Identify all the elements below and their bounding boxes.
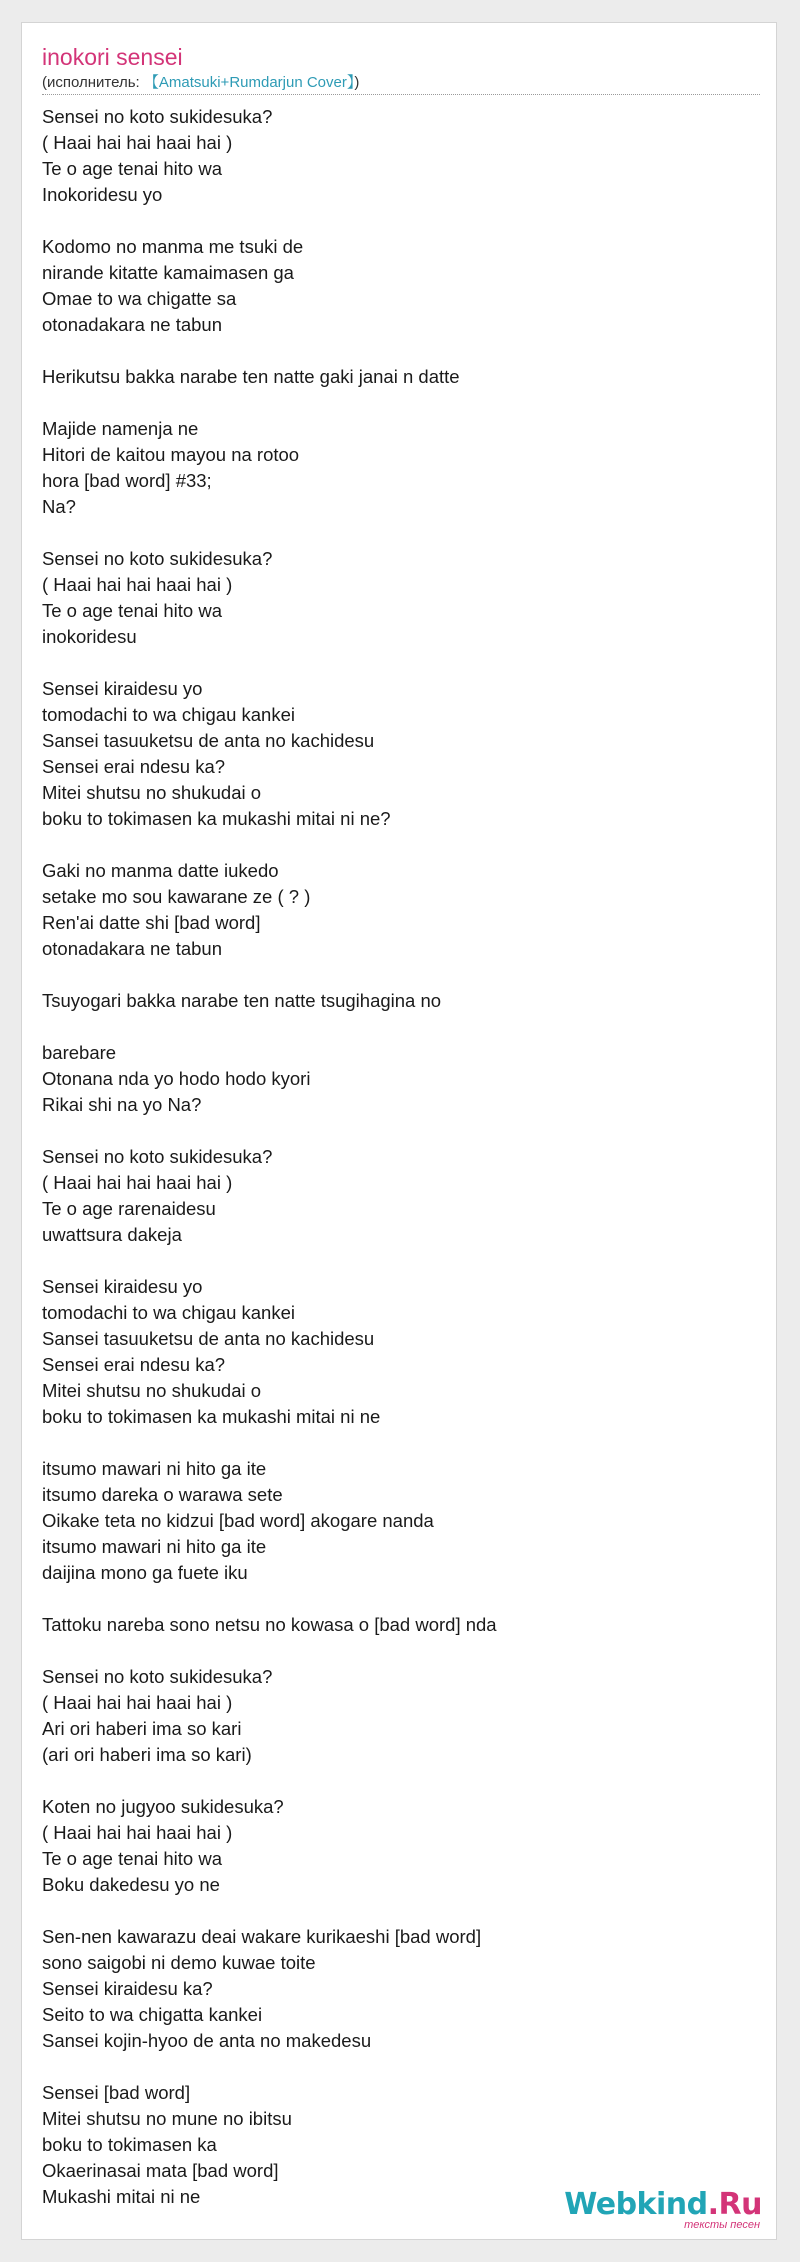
lyric-line: Mukashi mitai ni ne (42, 2186, 201, 2207)
lyric-line: Omae to wa chigatte sa (42, 288, 237, 309)
lyric-line: Sensei no koto sukidesuka? (42, 548, 273, 569)
logo-wordmark-ru: .Ru (707, 2187, 762, 2222)
lyric-line: ( Haai hai hai haai hai ) (42, 1172, 233, 1193)
stanza-gap (42, 338, 742, 364)
lyric-line: Sansei tasuuketsu de anta no kachidesu (42, 730, 375, 751)
lyric-line: Tattoku nareba sono netsu no kowasa o [bad word] nda (42, 1614, 497, 1635)
lyric-line: Sen-nen kawarazu deai wakare kurikaeshi [bad word] (42, 1926, 482, 1947)
lyric-line: Sensei no koto sukidesuka? (42, 106, 273, 127)
lyric-line: Te o age tenai hito wa (42, 158, 222, 179)
lyric-line: otonadakara ne tabun (42, 314, 223, 335)
lyric-line: boku to tokimasen ka mukashi mitai ni ne? (42, 808, 391, 829)
lyric-line: Herikutsu bakka narabe ten natte gaki janai n datte (42, 366, 460, 387)
lyric-line: hora [bad word] #33; (42, 470, 212, 491)
stanza-gap (42, 2054, 742, 2080)
lyric-line: Mitei shutsu no mune no ibitsu (42, 2108, 292, 2129)
lyric-line: setake mo sou kawarane ze ( ? ) (42, 886, 311, 907)
lyric-line: Te o age rarenaidesu (42, 1198, 216, 1219)
lyric-line: daijina mono ga fuete iku (42, 1562, 248, 1583)
stanza-gap (42, 650, 742, 676)
lyric-line: Mitei shutsu no shukudai o (42, 782, 262, 803)
lyric-line: Kodomo no manma me tsuki de (42, 236, 304, 257)
lyric-line: boku to tokimasen ka mukashi mitai ni ne (42, 1406, 381, 1427)
lyric-line: boku to tokimasen ka (42, 2134, 217, 2155)
lyric-line: (ari ori haberi ima so kari) (42, 1744, 252, 1765)
lyric-line: Sansei tasuuketsu de anta no kachidesu (42, 1328, 375, 1349)
lyric-line: Sensei erai ndesu ka? (42, 1354, 226, 1375)
stanza-gap (42, 1118, 742, 1144)
lyric-line: Boku dakedesu yo ne (42, 1874, 220, 1895)
stanza-gap (42, 520, 742, 546)
lyric-line: sono saigobi ni demo kuwae toite (42, 1952, 316, 1973)
stanza-gap (42, 962, 742, 988)
stanza-gap (42, 1768, 742, 1794)
lyric-line: tomodachi to wa chigau kankei (42, 1302, 295, 1323)
lyric-line: Mitei shutsu no shukudai o (42, 1380, 262, 1401)
artist-line (42, 74, 359, 92)
lyric-line: ( Haai hai hai haai hai ) (42, 1692, 233, 1713)
lyric-line: Rikai shi na yo Na? (42, 1094, 202, 1115)
lyric-line: Inokoridesu yo (42, 184, 163, 205)
lyric-line: Te o age tenai hito wa (42, 1848, 222, 1869)
lyric-line: Majide namenja ne (42, 418, 199, 439)
lyric-line: Sensei kiraidesu ka? (42, 1978, 213, 1999)
logo-wordmark (564, 2188, 762, 2222)
lyric-line: otonadakara ne tabun (42, 938, 223, 959)
lyric-line: Seito to wa chigatta kankei (42, 2004, 263, 2025)
lyric-line: uwattsura dakeja (42, 1224, 182, 1245)
artist-suffix: ) (354, 74, 360, 91)
lyric-line: itsumo mawari ni hito ga ite (42, 1536, 267, 1557)
stanza-gap (42, 1430, 742, 1456)
stanza-gap (42, 1586, 742, 1612)
lyric-line: ( Haai hai hai haai hai ) (42, 574, 233, 595)
lyric-line: itsumo mawari ni hito ga ite (42, 1458, 267, 1479)
lyric-line: Otonana nda yo hodo hodo kyori (42, 1068, 311, 1089)
logo-tagline: тексты песен (684, 2219, 760, 2231)
stanza-gap (42, 832, 742, 858)
lyric-line: Hitori de kaitou mayou na rotoo (42, 444, 300, 465)
lyric-line: Okaerinasai mata [bad word] (42, 2160, 279, 2181)
lyrics-text (42, 104, 742, 2210)
stanza-gap (42, 1638, 742, 1664)
header-divider (42, 94, 760, 95)
stanza-gap (42, 390, 742, 416)
song-title: inokori sensei (42, 44, 183, 70)
lyric-line: nirande kitatte kamaimasen ga (42, 262, 294, 283)
lyric-line: tomodachi to wa chigau kankei (42, 704, 295, 725)
lyrics-card (21, 22, 777, 2240)
lyric-line: Tsuyogari bakka narabe ten natte tsugihagina no (42, 990, 442, 1011)
lyric-line: Sensei [bad word] (42, 2082, 191, 2103)
artist-prefix: (исполнитель: (42, 74, 144, 91)
lyric-line: Sensei no koto sukidesuka? (42, 1666, 273, 1687)
logo-wordmark-web: Webkind (564, 2187, 708, 2222)
lyric-line: barebare (42, 1042, 117, 1063)
lyric-line: ( Haai hai hai haai hai ) (42, 132, 233, 153)
lyric-line: Ari ori haberi ima so kari (42, 1718, 242, 1739)
lyric-line: Te o age tenai hito wa (42, 600, 222, 621)
lyric-line: Na? (42, 496, 76, 517)
lyric-line: inokoridesu (42, 626, 137, 647)
lyric-line: Oikake teta no kidzui [bad word] akogare nanda (42, 1510, 434, 1531)
stanza-gap (42, 1898, 742, 1924)
lyric-line: Ren'ai datte shi [bad word] (42, 912, 261, 933)
webkind-logo[interactable] (564, 2188, 762, 2231)
lyric-line: itsumo dareka o warawa sete (42, 1484, 283, 1505)
stanza-gap (42, 208, 742, 234)
stanza-gap (42, 1248, 742, 1274)
stanza-gap (42, 1014, 742, 1040)
lyric-line: Koten no jugyoo sukidesuka? (42, 1796, 284, 1817)
lyric-line: Sensei kiraidesu yo (42, 678, 203, 699)
artist-link[interactable]: 【Amatsuki+Rumdarjun Cover】 (143, 74, 355, 91)
lyric-line: Gaki no manma datte iukedo (42, 860, 279, 881)
lyric-line: Sensei erai ndesu ka? (42, 756, 226, 777)
lyric-line: Sansei kojin-hyoo de anta no makedesu (42, 2030, 372, 2051)
lyric-line: ( Haai hai hai haai hai ) (42, 1822, 233, 1843)
lyric-line: Sensei kiraidesu yo (42, 1276, 203, 1297)
lyric-line: Sensei no koto sukidesuka? (42, 1146, 273, 1167)
